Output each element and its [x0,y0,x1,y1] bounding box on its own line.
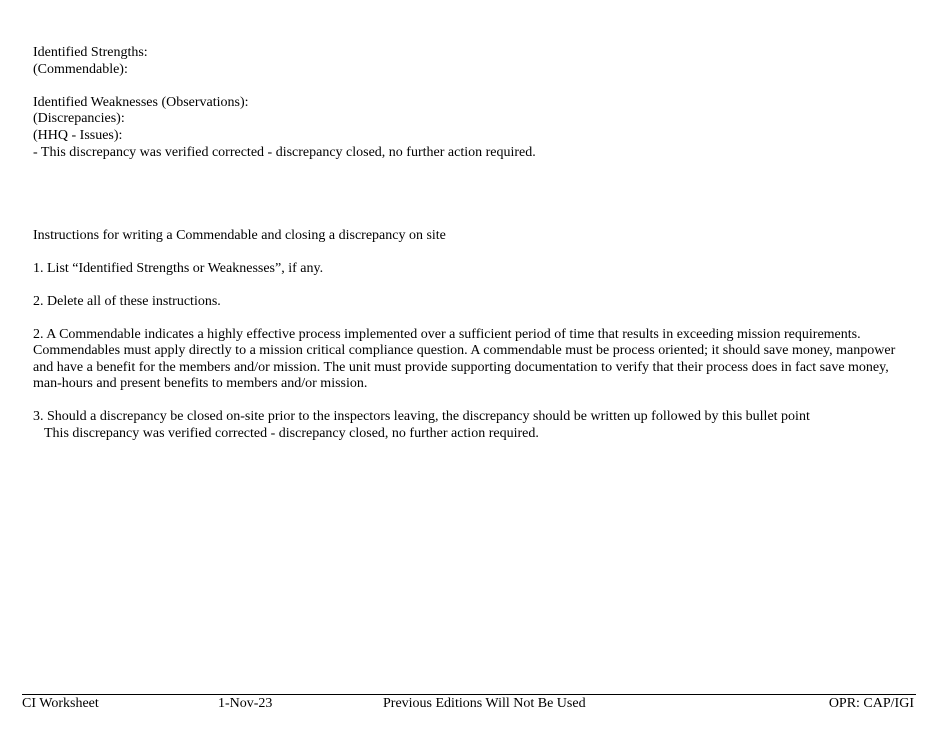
discrepancies-label: (Discrepancies): [33,111,125,126]
instructions-title: Instructions for writing a Commendable and closing a discrepancy on site [33,228,446,243]
strengths-heading: Identified Strengths: [33,45,148,60]
footer-date: 1-Nov-23 [218,696,273,711]
weaknesses-heading: Identified Weaknesses (Observations): [33,95,249,110]
instruction-step-2-delete: 2. Delete all of these instructions. [33,294,221,309]
instruction-step-3: 3. Should a discrepancy be closed on-site prior to the inspectors leaving, the discrepancy should be written up followed by this bullet point [33,409,810,424]
footer-opr: OPR: CAP/IGI [828,696,914,711]
discrepancy-closed-bullet: - This discrepancy was verified corrected - discrepancy closed, no further action required. [33,145,536,160]
instruction-step-3-bullet: This discrepancy was verified corrected - discrepancy closed, no further action required. [44,426,539,441]
commendable-label: (Commendable): [33,62,128,77]
footer-divider [22,694,916,695]
instruction-step-1: 1. List “Identified Strengths or Weaknesses”, if any. [33,261,324,276]
footer-form-name: CI Worksheet [22,696,99,711]
hhq-issues-label: (HHQ - Issues): [33,128,123,143]
instruction-step-2-commendable: 2. A Commendable indicates a highly effective process implemented over a sufficient period of time that results in exceeding mission requirements. Commendables must apply directly to a mission critical compliance question. A commendable must be process oriented; it should save money, manpower and have a benefit for the members and/or mission. The unit must provide supporting documentation to verify that their process does in fact save money, man-hours and present benefits to members and/or mission. [33,327,896,392]
footer-notice: Previous Editions Will Not Be Used [383,696,586,711]
